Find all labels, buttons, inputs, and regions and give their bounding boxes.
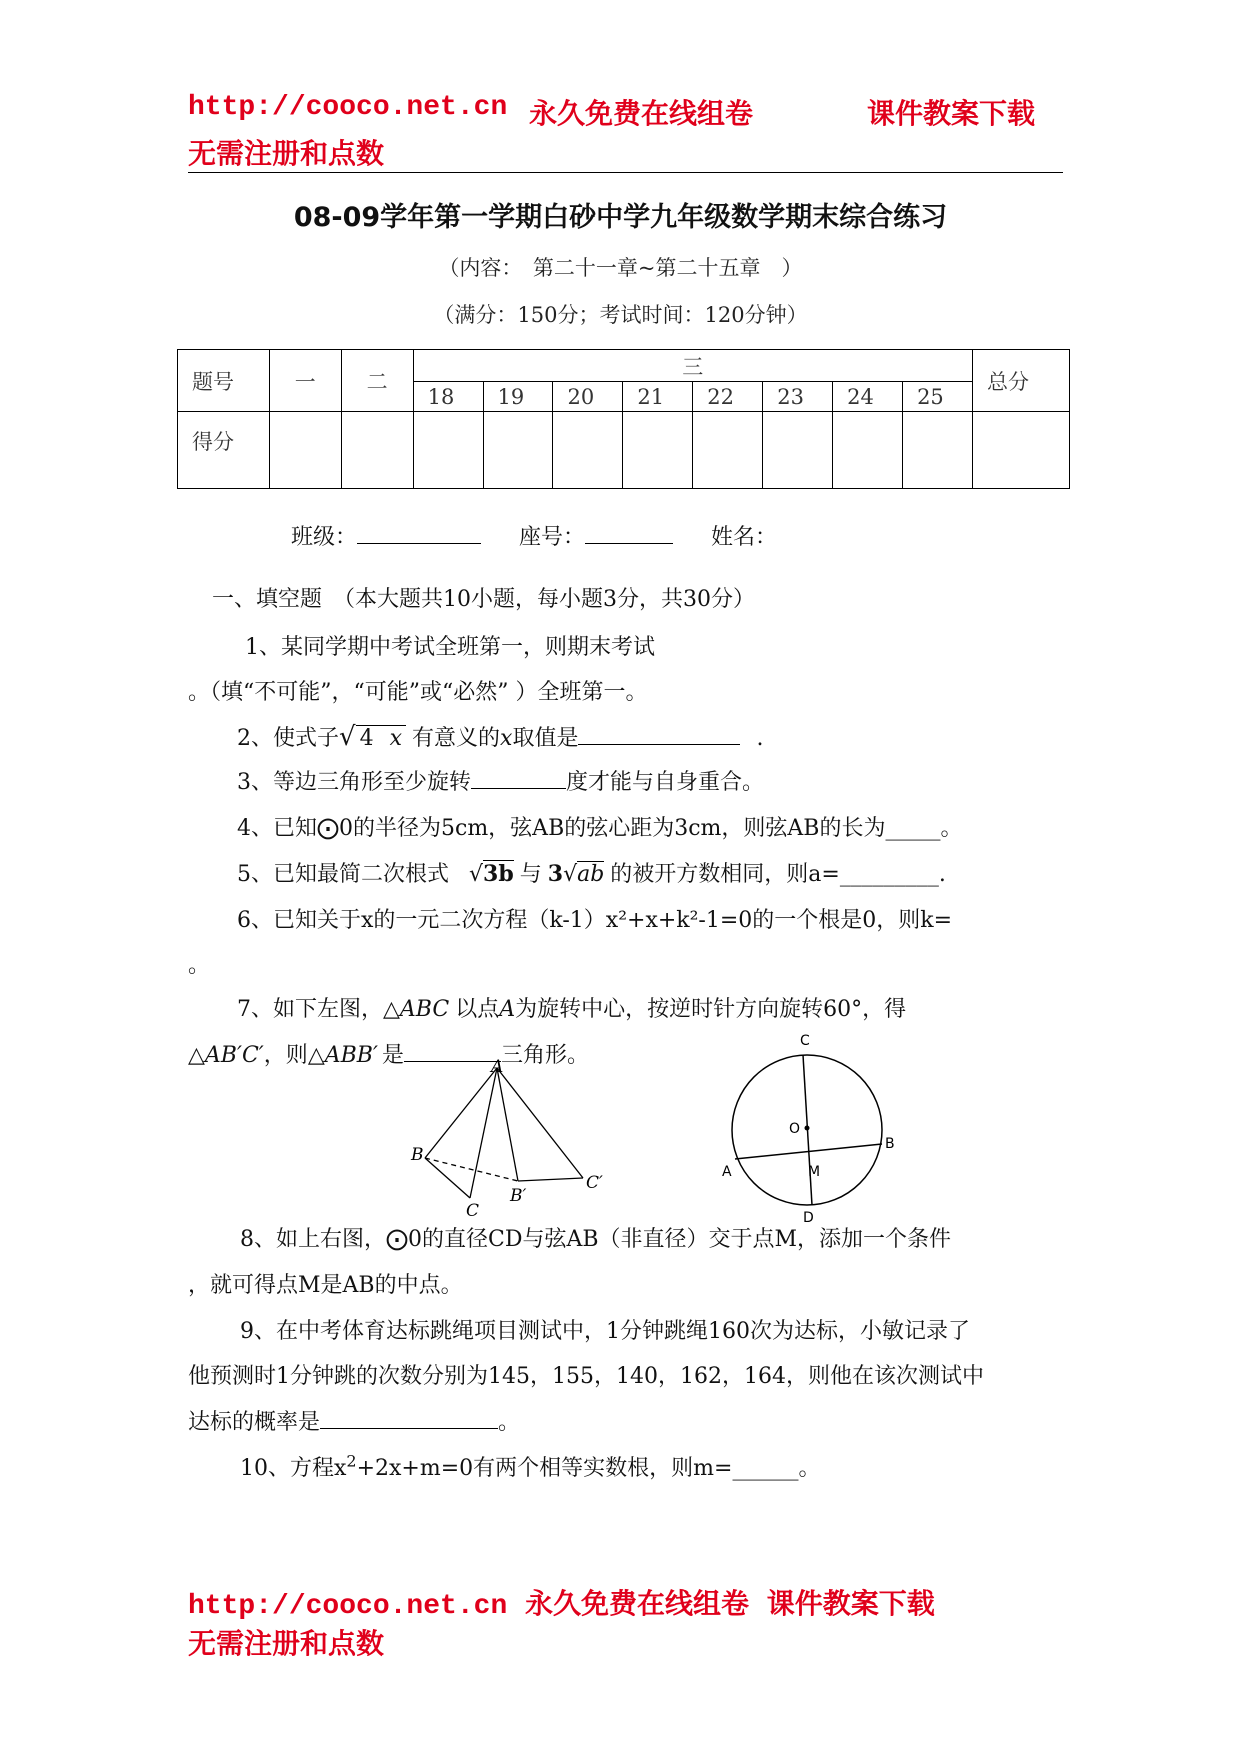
label-B: B xyxy=(885,1136,895,1152)
seat-field[interactable] xyxy=(585,543,673,544)
label-C: C xyxy=(466,1201,480,1218)
question-9-line3: 达标的概率是 。 xyxy=(188,1410,521,1435)
label-A: A xyxy=(491,1058,504,1077)
circle-symbol-icon: ⨀ xyxy=(317,816,339,841)
line-AC xyxy=(470,1068,497,1198)
score-cell[interactable] xyxy=(693,412,763,489)
table-qno-cell: 19 xyxy=(483,382,553,412)
circle-figure xyxy=(712,1028,912,1228)
footer-line1 xyxy=(188,1582,935,1622)
score-cell[interactable] xyxy=(553,412,623,489)
table-qno-cell: 18 xyxy=(413,382,483,412)
footer-slogan-register: 无需注册和点数 xyxy=(188,1627,385,1660)
line-AC-prime xyxy=(497,1068,583,1178)
header-url-link[interactable]: http://cooco.net.cn xyxy=(188,92,508,123)
line-BB-prime-dashed xyxy=(425,1158,518,1181)
label-C: C xyxy=(800,1033,810,1049)
name-label: 姓名： xyxy=(711,525,778,550)
score-cell[interactable] xyxy=(972,412,1069,489)
score-cell[interactable] xyxy=(903,412,973,489)
question-7-line1: 7、如下左图，△ABC 以点A为旋转中心，按逆时针方向旋转60°，得 xyxy=(237,997,907,1022)
score-cell[interactable] xyxy=(413,412,483,489)
table-qno-cell: 23 xyxy=(763,382,833,412)
center-point xyxy=(805,1126,810,1131)
answer-blank-10[interactable]: ______ xyxy=(732,1456,799,1481)
q2-end: . xyxy=(756,726,764,751)
student-info-row xyxy=(291,520,777,551)
class-label: 班级： xyxy=(291,525,358,550)
table-header-qno: 题号 xyxy=(178,350,270,412)
footer-slogan-free: 永久免费在线组卷 xyxy=(525,1587,750,1620)
footer-slogan-download: 课件教案下载 xyxy=(766,1587,935,1620)
score-cell[interactable] xyxy=(269,412,341,489)
question-3 xyxy=(237,765,764,796)
table-header-part2: 二 xyxy=(341,350,413,412)
table-header-total: 总分 xyxy=(972,350,1069,412)
table-qno-cell: 24 xyxy=(833,382,903,412)
header-slogan-free: 永久免费在线组卷 xyxy=(529,97,754,130)
question-1-line2: 。（填“不可能”，“可能”或“必然” ）全班第一。 xyxy=(188,680,648,705)
score-table xyxy=(177,349,1070,489)
label-A: A xyxy=(722,1164,732,1180)
line-BC xyxy=(425,1158,470,1198)
q3-text-post: 度才能与自身重合。 xyxy=(566,770,765,795)
question-4: 4、已知⨀0的半径为5cm，弦AB的弦心距为3cm，则弦AB的长为_____。 xyxy=(237,816,963,841)
footer-url-link[interactable]: http://cooco.net.cn xyxy=(188,1591,508,1622)
score-cell[interactable] xyxy=(483,412,553,489)
rotation-figure xyxy=(400,1058,630,1218)
line-B-prime-C-prime xyxy=(518,1178,583,1181)
q5-radical-2: ab xyxy=(577,862,605,887)
class-field[interactable] xyxy=(357,543,481,544)
line-AB-prime xyxy=(497,1068,518,1181)
section1-heading: 一、填空题 （本大题共10小题，每小题3分，共30分） xyxy=(212,587,755,612)
sqrt-symbol: √ xyxy=(563,862,578,887)
question-9-line2: 他预测时1分钟跳的次数分别为145，155，140，162，164，则他在该次测试中 xyxy=(188,1364,984,1389)
line-AB xyxy=(425,1068,497,1158)
label-D: D xyxy=(803,1210,814,1226)
answer-blank-9[interactable] xyxy=(320,1428,498,1429)
q2-var: x xyxy=(500,726,513,751)
question-5: 5、已知最简二次根式 √3b 与 3√ab 的被开方数相同，则a=_________. xyxy=(237,861,946,887)
sqrt-symbol: √ xyxy=(339,722,356,752)
q2-radicand: 4 x xyxy=(356,725,406,751)
question-9-line1: 9、在中考体育达标跳绳项目测试中，1分钟跳绳160次为达标，小敏记录了 xyxy=(240,1319,970,1344)
answer-blank-5[interactable]: _________. xyxy=(839,862,946,887)
label-M: M xyxy=(808,1164,821,1180)
header-slogan-register: 无需注册和点数 xyxy=(188,137,385,170)
score-cell[interactable] xyxy=(833,412,903,489)
table-header-part3: 三 xyxy=(413,350,972,382)
label-C-prime: C′ xyxy=(586,1173,603,1193)
sqrt-symbol: √ xyxy=(469,862,484,887)
header-divider xyxy=(188,172,1063,173)
question-10: 10、方程$x^2+2x+m=0$有两个相等实数根，则m=______。 xyxy=(240,1451,821,1481)
answer-blank-2[interactable] xyxy=(578,744,740,745)
table-qno-cell: 25 xyxy=(903,382,973,412)
table-qno-cell: 20 xyxy=(553,382,623,412)
circle-symbol-icon: ⨀ xyxy=(386,1227,408,1252)
label-B-prime: B′ xyxy=(510,1186,527,1206)
answer-blank-3[interactable] xyxy=(471,788,566,789)
question-8-line1: 8、如上右图，⨀0的直径CD与弦AB（非直径）交于点M，添加一个条件 xyxy=(240,1227,952,1252)
q3-text: 3、等边三角形至少旋转 xyxy=(237,770,471,795)
table-qno-cell: 22 xyxy=(693,382,763,412)
table-row-label-score: 得分 xyxy=(178,412,270,489)
seat-label: 座号： xyxy=(519,525,586,550)
score-cell[interactable] xyxy=(341,412,413,489)
content-range: （内容： 第二十一章~第二十五章 ） xyxy=(438,256,803,280)
question-7-line2: △AB′C′，则△ABB′ 是 三角形。 xyxy=(188,1043,589,1068)
header-slogan-download: 课件教案下载 xyxy=(867,97,1036,130)
table-header-part1: 一 xyxy=(269,350,341,412)
page-title: 08-09学年第一学期白砂中学九年级数学期末综合练习 xyxy=(293,202,948,233)
score-cell[interactable] xyxy=(763,412,833,489)
question-2 xyxy=(237,721,763,752)
q5-radical-1: 3b xyxy=(483,861,514,887)
label-O: O xyxy=(789,1121,801,1137)
question-1-line1: 1、某同学期中考试全班第一，则期末考试 xyxy=(245,635,655,660)
label-B: B xyxy=(411,1145,424,1165)
question-6-end: 。 xyxy=(188,953,211,978)
question-6: 6、已知关于x的一元二次方程（k-1）x²+x+k²-1=0的一个根是0，则k= xyxy=(237,908,953,933)
q2-text-mid: 有意义的 xyxy=(412,726,501,751)
score-cell[interactable] xyxy=(623,412,693,489)
q2-text: 2、使式子 xyxy=(237,726,339,751)
question-8-line2: ，就可得点M是AB的中点。 xyxy=(188,1273,463,1298)
score-info: （满分：150分；考试时间：120分钟） xyxy=(433,303,808,327)
answer-blank-4[interactable]: _____ xyxy=(885,816,941,841)
table-qno-cell: 21 xyxy=(623,382,693,412)
q2-text-post: 取值是 xyxy=(512,726,579,751)
